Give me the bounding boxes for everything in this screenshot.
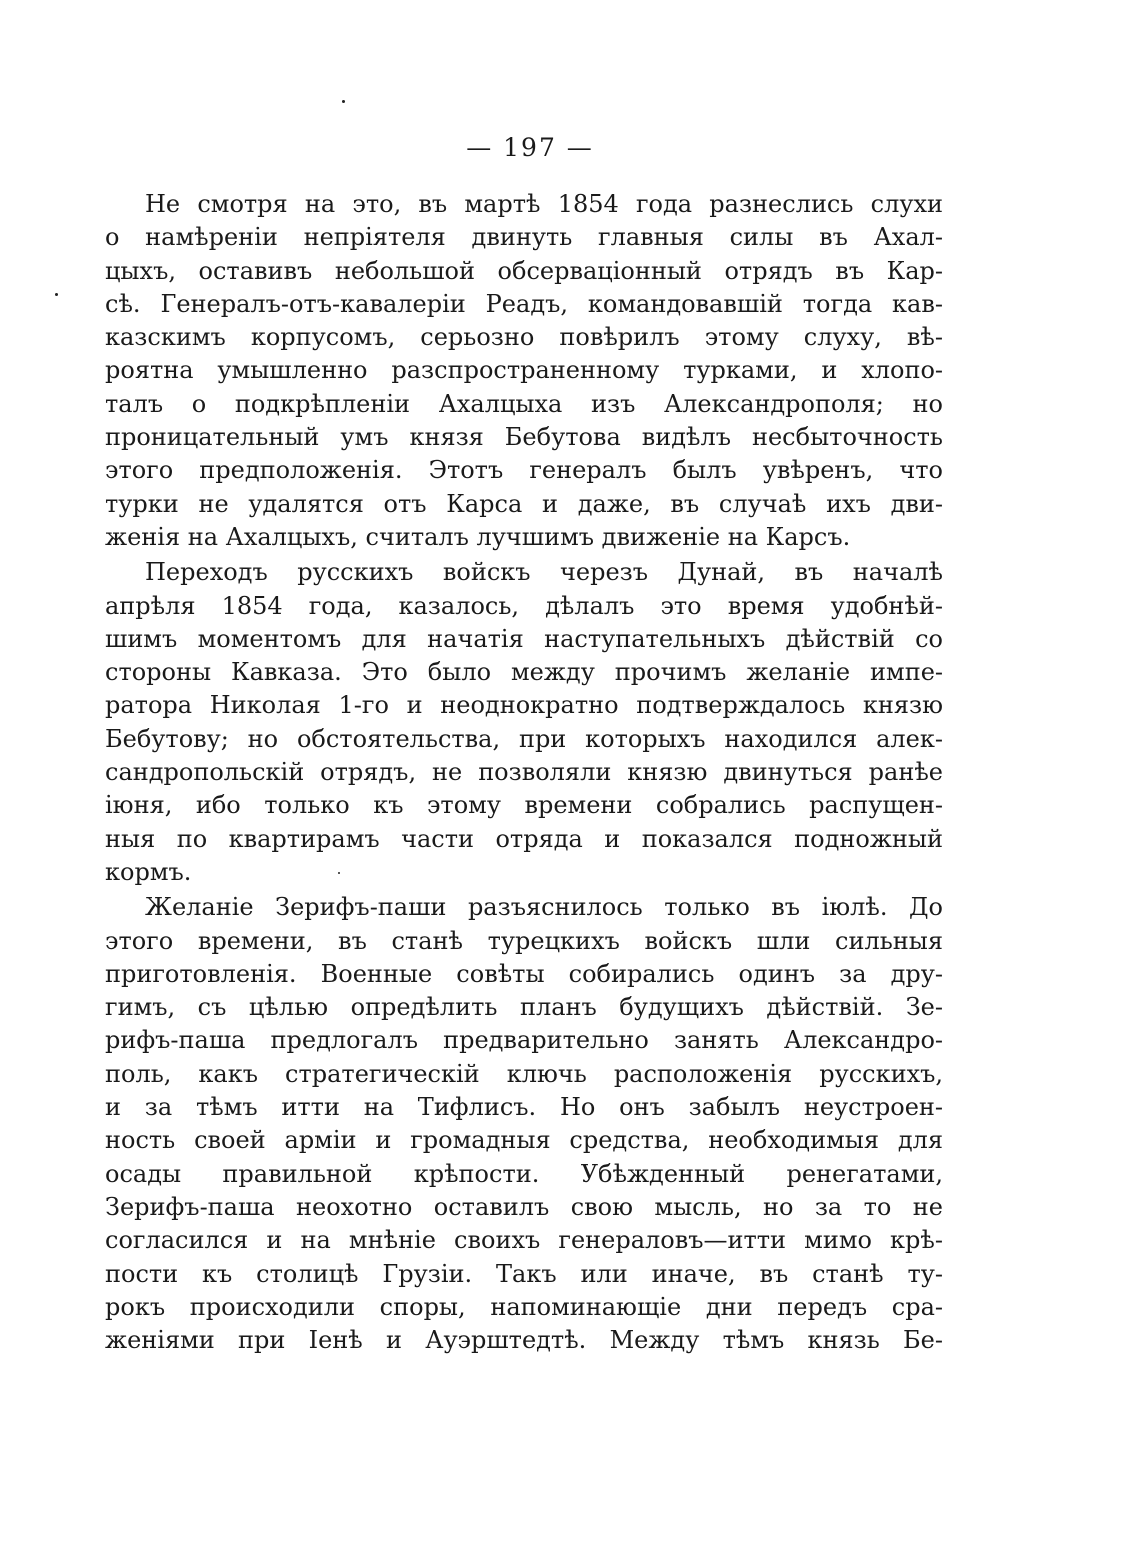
text-line: женія на Ахалцыхъ, считалъ лучшимъ движеніе на Карсъ. <box>105 522 851 551</box>
text-line: этого времени, въ станѣ турецкихъ войскъ шли сильныя <box>105 926 943 955</box>
paragraph <box>105 188 943 554</box>
text-line: ность своей арміи и громадныя средства, необходимыя для <box>105 1126 943 1155</box>
text-line: поль, какъ стратегическій ключь расположенія русскихъ, <box>105 1059 943 1088</box>
text-line: роятна умышленно разспространенному турками, и хлопо- <box>105 356 943 385</box>
text-line: осады правильной крѣпости. Убѣжденный ренегатами, <box>105 1159 943 1188</box>
text-line: ратора Николая 1-го и неоднократно подтверждалось князю <box>105 691 943 720</box>
text-line: гимъ, съ цѣлью опредѣлить планъ будущихъ дѣйствій. Зе- <box>105 993 943 1022</box>
paragraph <box>105 556 943 889</box>
ink-speck <box>55 293 58 296</box>
text-line: сѣ. Генералъ-отъ-кавалеріи Реадъ, командовавшій тогда кав- <box>105 289 943 318</box>
paragraph <box>105 891 943 1357</box>
text-line: о намѣреніи непріятеля двинуть главныя силы въ Ахал- <box>105 223 943 252</box>
page-number: — 197 — <box>466 133 594 162</box>
text-line: апрѣля 1854 года, казалось, дѣлалъ это время удобнѣй- <box>105 591 943 620</box>
text-line: кормъ. <box>105 857 192 886</box>
text-line: сандропольскій отрядъ, не позволяли князю двинуться ранѣе <box>105 758 943 787</box>
text-line: женіями при Іенѣ и Ауэрштедтѣ. Между тѣмъ князь Бе- <box>105 1326 943 1355</box>
text-line: согласился и на мнѣніе своихъ генераловъ—итти мимо крѣ- <box>105 1226 943 1255</box>
text-line: талъ о подкрѣпленіи Ахалцыха изъ Александрополя; но <box>105 389 943 418</box>
text-line: Не смотря на это, въ мартѣ 1854 года разнеслись слухи <box>145 190 943 218</box>
text-line: казскимъ корпусомъ, серьозно повѣрилъ этому слуху, вѣ- <box>105 323 943 352</box>
body-text <box>105 188 943 1357</box>
text-line: стороны Кавказа. Это было между прочимъ желаніе импе- <box>105 658 943 687</box>
ink-speck <box>342 100 345 103</box>
text-line: іюня, ибо только къ этому времени собрались распущен- <box>105 791 943 820</box>
text-line: Зерифъ-паша неохотно оставилъ свою мысль, но за то не <box>105 1192 943 1221</box>
text-line: приготовленія. Военные совѣты собирались одинъ за дру- <box>105 959 943 988</box>
text-line: Желаніе Зерифъ-паши разъяснилось только въ іюлѣ. До <box>145 893 943 922</box>
text-line: и за тѣмъ итти на Тифлисъ. Но онъ забылъ неустроен- <box>105 1093 943 1122</box>
text-line: шимъ моментомъ для начатія наступательныхъ дѣйствій со <box>105 624 943 653</box>
text-line: рокъ происходили споры, напоминающіе дни передъ сра- <box>105 1292 943 1321</box>
text-line: этого предположенія. Этотъ генералъ былъ увѣренъ, что <box>105 456 943 485</box>
text-line: проницательный умъ князя Бебутова видѣлъ несбыточность <box>105 423 943 452</box>
text-line: Бебутову; но обстоятельства, при которыхъ находился алек- <box>105 724 943 753</box>
text-line: цыхъ, оставивъ небольшой обсерваціонный отрядъ въ Кар- <box>105 256 943 285</box>
text-line: турки не удалятся отъ Карса и даже, въ случаѣ ихъ дви- <box>105 489 943 518</box>
text-line: Переходъ русскихъ войскъ черезъ Дунай, въ началѣ <box>145 558 943 587</box>
text-line: ныя по квартирамъ части отряда и показался подножный <box>105 824 943 853</box>
text-line: пости къ столицѣ Грузіи. Такъ или иначе, въ станѣ ту- <box>105 1259 943 1288</box>
text-line: рифъ-паша предлогалъ предварительно занять Александро- <box>105 1026 943 1055</box>
